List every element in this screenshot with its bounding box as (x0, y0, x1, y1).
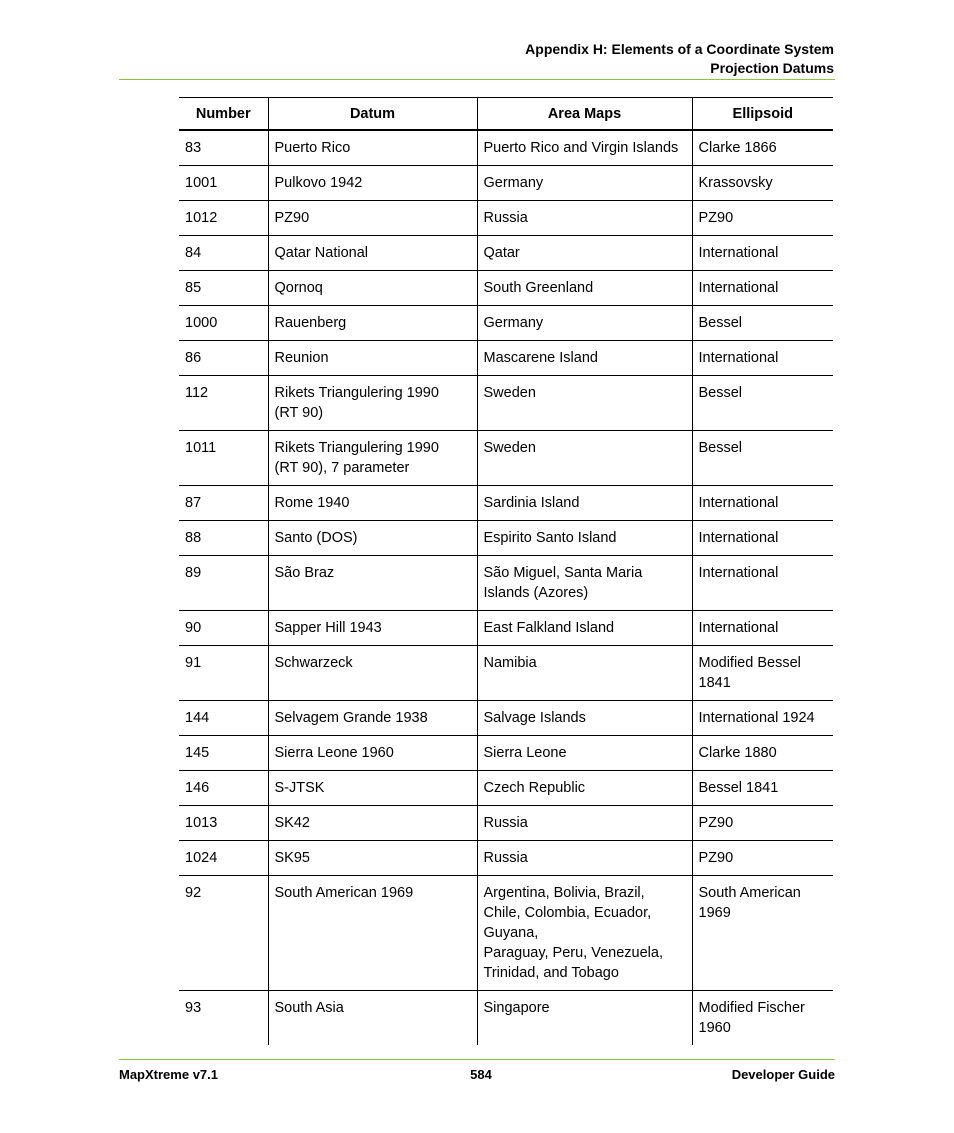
cell-number: 1011 (179, 431, 268, 486)
cell-datum-line: (RT 90), 7 parameter (274, 460, 410, 476)
cell-area-maps (477, 701, 692, 736)
table-body (179, 130, 833, 1045)
cell-datum-line: S-JTSK (274, 780, 325, 796)
cell-datum-line: Sapper Hill 1943 (274, 620, 382, 636)
page-header (525, 40, 834, 78)
datum-table (179, 97, 833, 1045)
cell-datum-line: SK42 (274, 815, 310, 831)
cell-area-maps (477, 130, 692, 166)
table-row (179, 521, 833, 556)
cell-datum-line: Reunion (274, 350, 329, 366)
cell-area-maps-line: Sweden (483, 385, 536, 401)
table-row (179, 341, 833, 376)
cell-ellipsoid-line: Bessel (698, 385, 743, 401)
cell-datum-line: Rauenberg (274, 315, 347, 331)
cell-datum (268, 806, 477, 841)
table-row (179, 611, 833, 646)
cell-ellipsoid (692, 556, 833, 611)
table-row (179, 736, 833, 771)
cell-number: 146 (179, 771, 268, 806)
table-header-row (179, 98, 833, 131)
cell-ellipsoid (692, 306, 833, 341)
cell-ellipsoid-line: International (698, 530, 779, 546)
cell-ellipsoid-line: Clarke 1880 (698, 745, 777, 761)
cell-datum (268, 876, 477, 991)
cell-number: 85 (179, 271, 268, 306)
cell-area-maps-line: São Miguel, Santa Maria (483, 565, 643, 581)
cell-area-maps-line: Paraguay, Peru, Venezuela, (483, 945, 663, 961)
cell-area-maps-line: Sweden (483, 440, 536, 456)
cell-ellipsoid (692, 376, 833, 431)
cell-ellipsoid-line: 1960 (698, 1020, 731, 1036)
cell-area-maps-line: Espirito Santo Island (483, 530, 617, 546)
cell-datum-line: PZ90 (274, 210, 310, 226)
cell-ellipsoid-line: PZ90 (698, 815, 734, 831)
cell-ellipsoid-line: Bessel (698, 440, 743, 456)
cell-area-maps-line: Salvage Islands (483, 710, 586, 726)
cell-datum-line: Pulkovo 1942 (274, 175, 363, 191)
cell-area-maps (477, 991, 692, 1046)
cell-area-maps-line: Russia (483, 210, 528, 226)
cell-datum-line: Qornoq (274, 280, 323, 296)
cell-datum (268, 556, 477, 611)
table-row (179, 431, 833, 486)
cell-area-maps-line: East Falkland Island (483, 620, 615, 636)
table-row (179, 841, 833, 876)
table-row (179, 991, 833, 1046)
cell-ellipsoid (692, 341, 833, 376)
cell-datum (268, 166, 477, 201)
cell-datum-line: SK95 (274, 850, 310, 866)
cell-datum (268, 306, 477, 341)
cell-number: 1001 (179, 166, 268, 201)
cell-area-maps (477, 771, 692, 806)
cell-ellipsoid (692, 646, 833, 701)
header-title: Appendix H: Elements of a Coordinate System (525, 41, 834, 57)
cell-ellipsoid (692, 271, 833, 306)
cell-datum (268, 341, 477, 376)
cell-datum-line: Selvagem Grande 1938 (274, 710, 428, 726)
cell-ellipsoid (692, 991, 833, 1046)
cell-datum (268, 646, 477, 701)
cell-ellipsoid-line: International (698, 245, 779, 261)
cell-datum-line: South Asia (274, 1000, 344, 1016)
cell-datum-line: Qatar National (274, 245, 368, 261)
cell-ellipsoid (692, 521, 833, 556)
cell-ellipsoid (692, 841, 833, 876)
table-row (179, 646, 833, 701)
table-row (179, 771, 833, 806)
cell-number: 86 (179, 341, 268, 376)
footer-guide-title: Developer Guide (731, 1067, 835, 1082)
cell-area-maps-line: Singapore (483, 1000, 550, 1016)
cell-datum (268, 271, 477, 306)
cell-area-maps (477, 521, 692, 556)
cell-area-maps (477, 166, 692, 201)
cell-ellipsoid (692, 736, 833, 771)
table-row (179, 556, 833, 611)
footer-rule (119, 1059, 835, 1060)
cell-datum-line: Puerto Rico (274, 140, 351, 156)
cell-datum (268, 611, 477, 646)
cell-number: 144 (179, 701, 268, 736)
cell-ellipsoid-line: International (698, 620, 779, 636)
cell-number: 89 (179, 556, 268, 611)
cell-datum-line: Santo (DOS) (274, 530, 358, 546)
cell-area-maps-line: Russia (483, 850, 528, 866)
cell-ellipsoid (692, 806, 833, 841)
cell-area-maps (477, 376, 692, 431)
cell-area-maps (477, 556, 692, 611)
cell-area-maps-line: Sardinia Island (483, 495, 580, 511)
cell-ellipsoid-line: International (698, 495, 779, 511)
footer-product: MapXtreme v7.1 (119, 1067, 218, 1082)
table-row (179, 486, 833, 521)
cell-number: 88 (179, 521, 268, 556)
cell-area-maps-line: Puerto Rico and Virgin Islands (483, 140, 679, 156)
cell-area-maps (477, 841, 692, 876)
table-row (179, 376, 833, 431)
table-row (179, 166, 833, 201)
cell-number: 112 (179, 376, 268, 431)
column-header-ellipsoid: Ellipsoid (692, 98, 833, 131)
header-rule (119, 79, 835, 80)
cell-area-maps-line: Argentina, Bolivia, Brazil, (483, 885, 645, 901)
cell-datum (268, 701, 477, 736)
cell-area-maps (477, 201, 692, 236)
cell-area-maps (477, 271, 692, 306)
cell-datum (268, 236, 477, 271)
cell-area-maps (477, 236, 692, 271)
cell-ellipsoid (692, 201, 833, 236)
cell-ellipsoid (692, 876, 833, 991)
cell-datum-line: Rikets Triangulering 1990 (274, 385, 439, 401)
table-row (179, 130, 833, 166)
cell-number: 1024 (179, 841, 268, 876)
cell-area-maps-line: Qatar (483, 245, 520, 261)
table-row (179, 201, 833, 236)
cell-area-maps (477, 306, 692, 341)
cell-datum-line: (RT 90) (274, 405, 324, 421)
cell-ellipsoid-line: PZ90 (698, 210, 734, 226)
cell-datum (268, 521, 477, 556)
cell-area-maps-line: Germany (483, 315, 544, 331)
cell-ellipsoid-line: South American (698, 885, 801, 901)
cell-datum-line: Schwarzeck (274, 655, 353, 671)
cell-area-maps-line: Guyana, (483, 925, 539, 941)
cell-number: 93 (185, 1000, 202, 1016)
cell-area-maps (477, 806, 692, 841)
cell-area-maps-line: Russia (483, 815, 528, 831)
cell-datum-line: Rome 1940 (274, 495, 350, 511)
cell-area-maps-line: Namibia (483, 655, 537, 671)
cell-number: 1012 (179, 201, 268, 236)
cell-area-maps-line: Sierra Leone (483, 745, 567, 761)
cell-area-maps-line: Mascarene Island (483, 350, 598, 366)
cell-number: 87 (179, 486, 268, 521)
cell-number: 91 (179, 646, 268, 701)
cell-ellipsoid-line: International (698, 565, 779, 581)
cell-ellipsoid-line: Modified Bessel (698, 655, 801, 671)
cell-datum-line: Rikets Triangulering 1990 (274, 440, 439, 456)
cell-area-maps (477, 431, 692, 486)
table-row (179, 806, 833, 841)
cell-ellipsoid-line: Bessel (698, 315, 743, 331)
cell-ellipsoid (692, 486, 833, 521)
cell-ellipsoid-line: International 1924 (698, 710, 815, 726)
cell-area-maps (477, 736, 692, 771)
table-row (179, 876, 833, 991)
cell-ellipsoid (692, 611, 833, 646)
cell-ellipsoid (692, 701, 833, 736)
column-header-area-maps: Area Maps (477, 98, 692, 131)
cell-ellipsoid (692, 166, 833, 201)
cell-datum (268, 771, 477, 806)
cell-area-maps-line: Germany (483, 175, 544, 191)
cell-area-maps (477, 646, 692, 701)
table-row (179, 236, 833, 271)
table-row (179, 701, 833, 736)
cell-ellipsoid (692, 771, 833, 806)
cell-ellipsoid-line: International (698, 280, 779, 296)
cell-ellipsoid-line: 1841 (698, 675, 731, 691)
cell-area-maps-line: Chile, Colombia, Ecuador, (483, 905, 652, 921)
cell-number: 145 (179, 736, 268, 771)
cell-area-maps (477, 876, 692, 991)
cell-area-maps-line: Islands (Azores) (483, 585, 589, 601)
cell-ellipsoid-line: Clarke 1866 (698, 140, 777, 156)
cell-area-maps-line: South Greenland (483, 280, 594, 296)
cell-ellipsoid (692, 130, 833, 166)
cell-area-maps (477, 341, 692, 376)
cell-datum (268, 841, 477, 876)
cell-datum (268, 991, 477, 1046)
table-row (179, 306, 833, 341)
cell-number: 83 (179, 130, 268, 166)
cell-area-maps-line: Trinidad, and Tobago (483, 965, 619, 981)
cell-datum (268, 431, 477, 486)
table-row (179, 271, 833, 306)
cell-datum (268, 486, 477, 521)
cell-ellipsoid-line: 1969 (698, 905, 731, 921)
cell-number: 1000 (179, 306, 268, 341)
cell-datum (268, 201, 477, 236)
cell-datum (268, 130, 477, 166)
cell-number: 90 (179, 611, 268, 646)
cell-ellipsoid (692, 431, 833, 486)
footer-page-number: 584 (470, 1067, 492, 1082)
cell-number: 92 (179, 876, 268, 991)
cell-number: 1013 (179, 806, 268, 841)
cell-ellipsoid-line: PZ90 (698, 850, 734, 866)
cell-area-maps-line: Czech Republic (483, 780, 586, 796)
column-header-datum: Datum (268, 98, 477, 131)
cell-ellipsoid-line: Krassovsky (698, 175, 773, 191)
cell-area-maps (477, 486, 692, 521)
cell-datum-line: Sierra Leone 1960 (274, 745, 394, 761)
cell-ellipsoid-line: Modified Fischer (698, 1000, 805, 1016)
cell-datum-line: São Braz (274, 565, 335, 581)
cell-datum (268, 736, 477, 771)
cell-number: 84 (179, 236, 268, 271)
cell-ellipsoid (692, 236, 833, 271)
cell-ellipsoid-line: Bessel 1841 (698, 780, 779, 796)
header-subtitle: Projection Datums (710, 60, 834, 76)
cell-area-maps (477, 611, 692, 646)
cell-datum-line: South American 1969 (274, 885, 414, 901)
cell-ellipsoid-line: International (698, 350, 779, 366)
cell-datum (268, 376, 477, 431)
column-header-number: Number (179, 98, 268, 131)
